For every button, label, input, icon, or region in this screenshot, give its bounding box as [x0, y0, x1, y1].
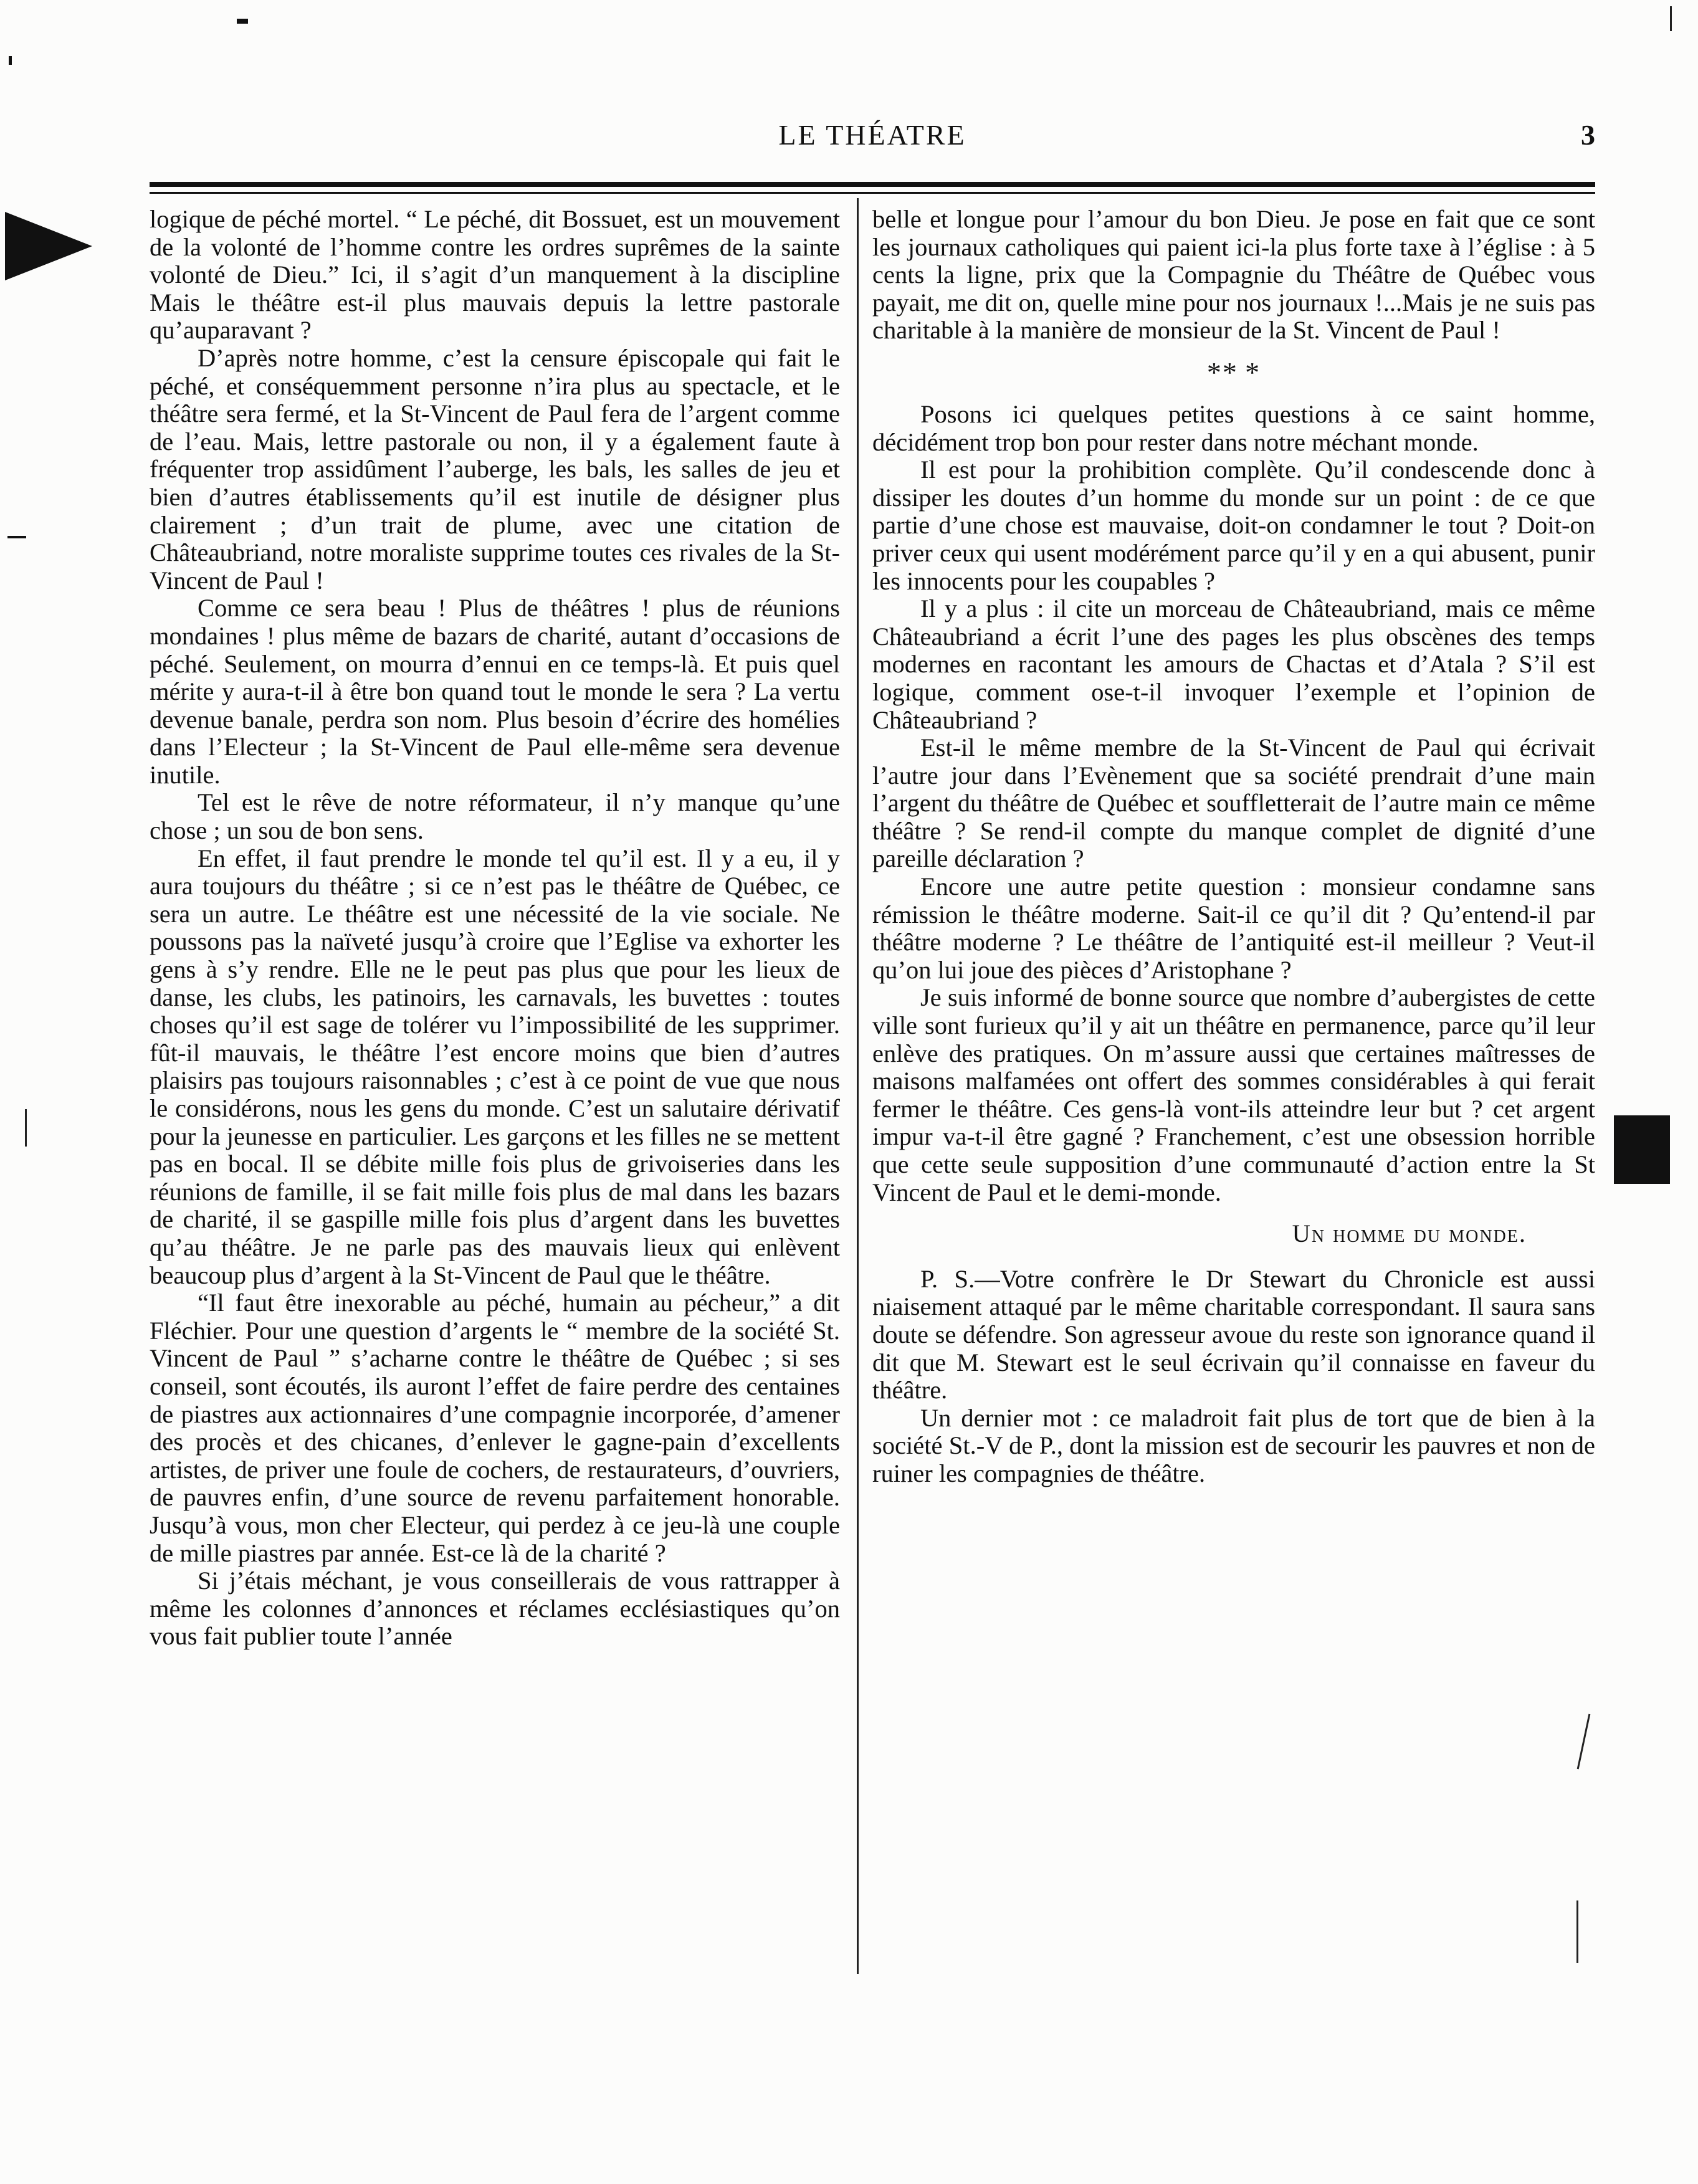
page-header	[150, 118, 1595, 168]
scan-black-tab	[1614, 1115, 1670, 1184]
paragraph: Il est pour la prohibition complète. Qu’il condescende donc à dissiper les doutes d’un homme du monde sur un point : de ce que partie d’une chose est mauvaise, doit-on condamner le tout ? Doit-on priver ceux qui usent modérément parce qu’il y en a qui abusent, punir les innocents pour les coupables ?	[872, 455, 1595, 595]
paragraph: En effet, il faut prendre le monde tel qu’il est. Il y a eu, il y aura toujours du théâtre ; si ce n’est pas le théâtre de Québec, ce sera un autre. Le théâtre est une nécessité de la vie sociale. Ne poussons pas la naïveté jusqu’à croire que l’Eglise va exhorter les gens à s’y rendre. Elle ne le peut pas plus que pour les lieux de danse, les clubs, les patinoirs, les carnavals, les buvettes : toutes choses qu’il est sage de tolérer vu l’impossibilité de les supprimer. fût-il mauvais, le théâtre l’est encore moins que bien d’autres plaisirs pas toujours raisonnables ; c’est à ce point de vue que nous le considérons, nous les gens du monde. C’est un salutaire dérivatif pour la jeunesse en particulier. Les garçons et les filles ne se mettent pas en bocal. Il se débite mille fois plus de grivoiseries dans les réunions de famille, il se fait mille fois plus de mal dans les bazars de charité, il se gaspille mille fois plus d’argent dans les buvettes qu’au théâtre. Je ne parle pas des mauvais lieux qui enlèvent beaucoup plus d’argent à la St-Vincent de Paul que le théâtre.	[150, 844, 840, 1289]
paragraph: D’après notre homme, c’est la censure épiscopale qui fait le péché, et conséquemment personne n’ira plus au spectacle, et le théâtre sera fermé, et la St-Vincent de Paul fera de l’argent comme de l’eau. Mais, lettre pastorale ou non, il y a également faute à fréquenter trop assidûment l’auberge, les bals, les salles de jeu et bien d’autres établissements qu’il est inutile de désigner plus clairement ; d’un trait de plume, avec une citation de Châteaubriand, notre moraliste supprime toutes ces rivales de la St-Vincent de Paul !	[150, 343, 840, 594]
paragraph: Comme ce sera beau ! Plus de théâtres ! plus de réunions mondaines ! plus même de bazars de charité, autant d’occasions de péché. Seulement, on mourra d’ennui en ce temps-là. Et puis quel mérite y aura-t-il à être bon quand tout le monde le sera ? La vertu devenue banale, perdra son nom. Plus besoin d’écrire des homélies dans l’Electeur ; la St-Vincent de Paul elle-même sera devenue inutile.	[150, 594, 840, 789]
scan-line-right-3	[1576, 1900, 1578, 1963]
scan-speck-left-1	[9, 56, 12, 65]
scan-arrow-mark	[5, 212, 92, 280]
signature: Un homme du monde.	[1292, 1219, 1527, 1248]
right-column	[872, 206, 1595, 1488]
paragraph: Je suis informé de bonne source que nombre d’aubergistes de cette ville sont furieux qu’il y ait un théâtre en permanence, parce qu’il leur enlève des pratiques. On m’assure aussi que certaines maîtresses de maisons malfamées ont offert des sommes considérables à qui ferait fermer le théâtre. Ces gens-là vont-ils atteindre leur but ? cet argent impur va-t-il être gagné ? Franchement, c’est une obsession horrible que cette seule supposition d’une communauté d’action entre la St Vincent de Paul et le demi-monde.	[872, 983, 1595, 1206]
paragraph: Tel est le rêve de notre réformateur, il n’y manque qu’une chose ; un sou de bon sens.	[150, 788, 840, 845]
header-rule-thick	[150, 182, 1595, 187]
postscript-paragraph: Un dernier mot : ce maladroit fait plus de tort que de bien à la société St.-V de P., dont la mission est de secourir les pauvres et non de ruiner les compagnies de théâtre.	[872, 1403, 1595, 1487]
paragraph: Posons ici quelques petites questions à ce saint homme, décidément trop bon pour rester dans notre méchant monde.	[872, 399, 1595, 456]
postscript-paragraph: P. S.—Votre confrère le Dr Stewart du Chronicle est aussi niaisement attaqué par le même charitable correspondant. Il saura sans doute se défendre. Son agresseur avoue du reste son ignorance quand il dit que M. Stewart est le seul écrivain qu’il connaisse en faveur du théâtre.	[872, 1264, 1595, 1404]
running-title: LE THÉATRE	[778, 119, 966, 151]
scan-speck-left-2	[7, 536, 26, 538]
paragraph: belle et longue pour l’amour du bon Dieu. Je pose en fait que ce sont les journaux catholiques qui paient ici-la plus forte taxe à l’église : à 5 cents la ligne, prix que la Compagnie du Théâtre de Québec vous payait, me dit on, quelle mine pour nos journaux !...Mais je ne suis pas charitable à la manière de monsieur de la St. Vincent de Paul !	[872, 205, 1595, 345]
page-number: 3	[1581, 119, 1595, 151]
scan-speck-top	[237, 19, 248, 24]
left-column	[150, 206, 840, 1651]
paragraph: Il y a plus : il cite un morceau de Châteaubriand, mais ce même Châteaubriand a écrit l’une des pages les plus obscènes des temps modernes en racontant les amours de Chactas et d’Atala ? S’il est logique, comment ose-t-il invoquer l’exemple et l’opinion de Châteaubriand ?	[872, 594, 1595, 734]
paragraph: “Il faut être inexorable au péché, humain au pécheur,” a dit Fléchier. Pour une question d’argents le “ membre de la société St. Vincent de Paul ” s’acharne contre le théâtre de Québec ; si ses conseil, sont écoutés, ils auront l’effet de faire perdre des centaines de piastres aux actionnaires d’une compagnie incorporée, d’amener des procès et des chicanes, d’enlever le gagne-pain d’excellents artistes, de priver une foule de cochers, de restaurateurs, d’ouvriers, de pauvres enfin, d’une source de revenu parfaitement honorable. Jusqu’à vous, mon cher Electeur, qui perdez à ce jeu-là une couple de mille piastres par année. Est-ce là de la charité ?	[150, 1289, 840, 1567]
scan-line-right	[1670, 6, 1672, 31]
paragraph: Est-il le même membre de la St-Vincent de Paul qui écrivait l’autre jour dans l’Evènement que sa société prendrait d’une main l’argent du théâtre de Québec et souffletterait de l’autre main ce même théâtre ? Se rend-il compte du manque complet de dignité d’une pareille déclaration ?	[872, 733, 1595, 873]
asterism-separator: ** *	[1206, 356, 1261, 388]
paragraph: Encore une autre petite question : monsieur condamne sans rémission le théâtre moderne. Sait-il ce qu’il dit ? Qu’entend-il par théâtre moderne ? Le théâtre de l’antiquité est-il meilleur ? Veut-il qu’on lui joue des pièces d’Aristophane ?	[872, 872, 1595, 984]
scan-line-right-2	[1577, 1714, 1591, 1770]
column-divider	[857, 198, 859, 1974]
scan-line-left	[25, 1109, 27, 1147]
paragraph: Si j’étais méchant, je vous conseillerais de vous rattrapper à même les colonnes d’annonces et réclames ecclésiastiques qu’on vous fait publier toute l’année	[150, 1566, 840, 1651]
paragraph: logique de péché mortel. “ Le péché, dit Bossuet, est un mouvement de la volonté de l’homme contre les ordres suprêmes de la sainte volonté de Dieu.” Ici, il s’agit d’un manquement à la discipline Mais le théâtre est-il plus mauvais depuis la lettre pastorale qu’auparavant ?	[150, 205, 840, 345]
header-rule-thin	[150, 192, 1595, 194]
